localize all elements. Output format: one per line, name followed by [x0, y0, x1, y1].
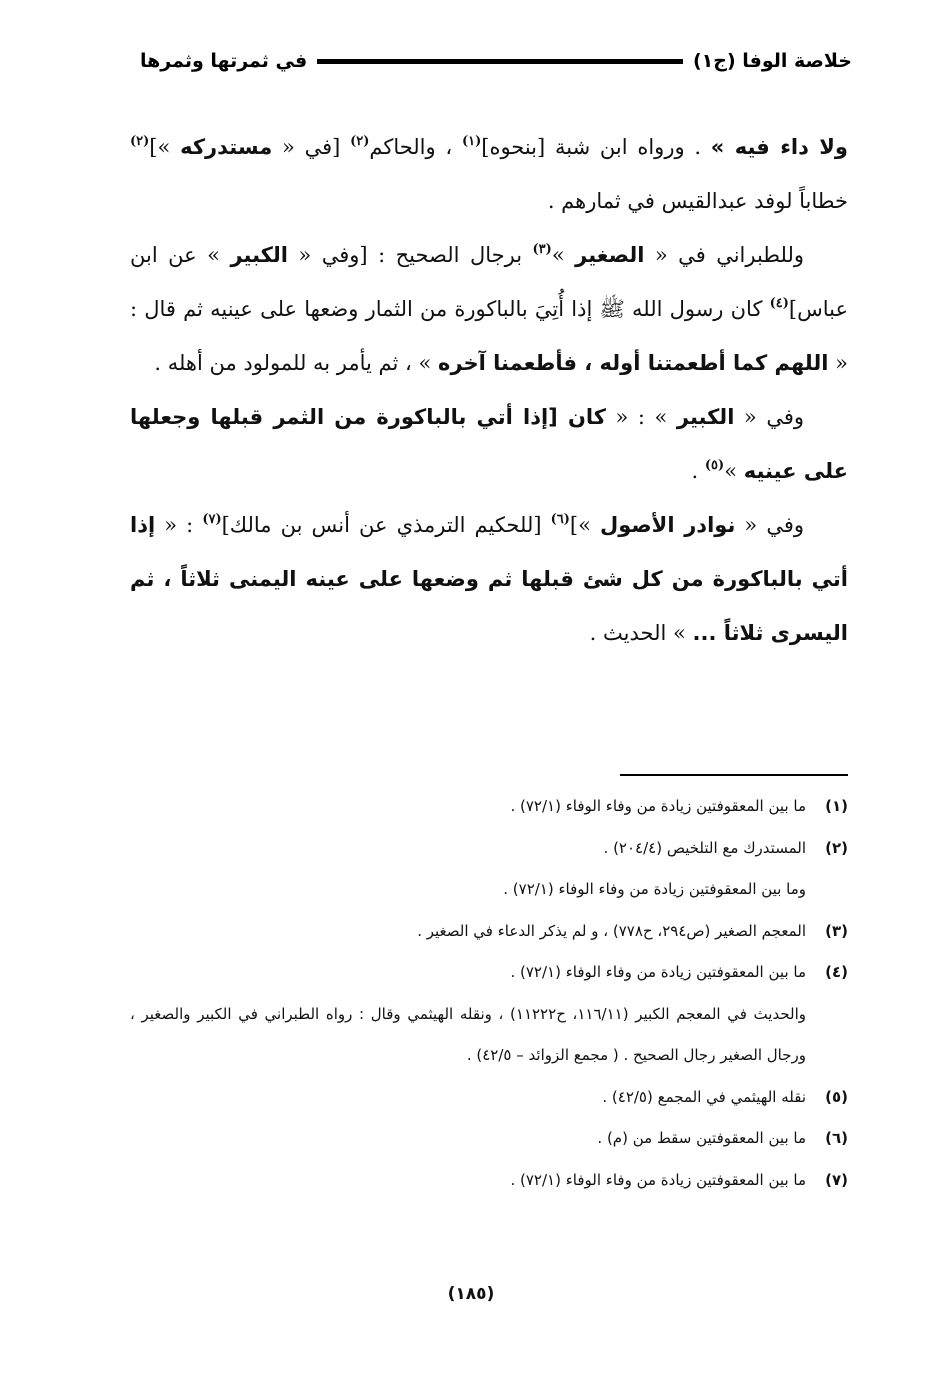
footnote-text: ما بين المعقوفتين زيادة من وفاء الوفاء (٧٢/١) .	[510, 1170, 806, 1189]
footnote-number: (٣)	[825, 921, 848, 940]
footnote-ref[interactable]: (٣)	[532, 242, 552, 257]
text-run: [للحكيم الترمذي عن أنس بن مالك]	[221, 513, 551, 537]
footnote-number: (٧)	[825, 1170, 848, 1189]
footnote-text: المعجم الصغير (ص٢٩٤، ح٧٧٨) ، و لم يذكر الدعاء في الصغير .	[417, 921, 806, 940]
text-run-bold: الكبير	[230, 243, 288, 267]
paragraph-1	[130, 120, 848, 228]
text-run: [في «	[272, 135, 351, 159]
paragraph-2	[130, 228, 848, 390]
text-run: » ، ثم يأمر به للمولود من أهله .	[154, 351, 439, 375]
footnote-number: (٤)	[825, 963, 848, 981]
text-run-bold: مستدركه	[180, 135, 273, 159]
footnotes	[130, 786, 848, 1201]
running-header	[140, 44, 852, 78]
text-run-bold: الكبير	[676, 405, 735, 429]
footnote-number: (٦)	[825, 1129, 848, 1147]
text-run: »]	[569, 513, 600, 537]
footnote-ref[interactable]: (٤)	[769, 296, 789, 311]
text-run: برجال الصحيح : [وفي «	[287, 243, 533, 267]
text-run-bold: نوادر الأصول	[600, 513, 736, 537]
paragraph-3	[130, 390, 848, 498]
text-run: » الحديث .	[589, 621, 693, 645]
footnote-2	[130, 828, 848, 870]
footnote-2-continuation: وما بين المعقوفتين زيادة من وفاء الوفاء (٧٢/١) .	[503, 880, 806, 898]
footnote-7	[130, 1160, 848, 1202]
footnote-4	[130, 952, 848, 994]
page-number: (١٨٥)	[447, 1284, 495, 1304]
text-run: .	[691, 459, 705, 483]
text-run: . ورواه ابن شبة [بنحوه]	[481, 135, 711, 159]
footnote-text: نقله الهيثمي في المجمع (٤٢/٥) .	[602, 1087, 806, 1106]
text-run: »	[551, 243, 576, 267]
text-run: ولا داء فيه »	[710, 135, 848, 159]
footnote-text: ما بين المعقوفتين سقط من (م) .	[597, 1129, 806, 1147]
footnote-6	[130, 1118, 848, 1160]
text-run: »	[724, 459, 744, 483]
text-run: وفي «	[735, 513, 804, 537]
footnote-number: (١)	[825, 797, 848, 815]
text-run: : «	[155, 513, 203, 537]
text-run-bold: كان [إذا أتي بالباكورة من الثمر قبلها وجعلها على عينيه	[130, 405, 848, 483]
footnote-text: ما بين المعقوفتين زيادة من وفاء الوفاء (٧٢/١) .	[510, 797, 806, 815]
footnote-4-continuation: والحديث في المعجم الكبير (١١٦/١١، ح١١٢٢٢) ، ونقله الهيثمي وقال : رواه الطبراني في الكبير والصغير ، ورجال الصغير رجال الصحيح . ( مجمع الزوائد – ٤٢/٥) .	[130, 1004, 806, 1064]
text-run: وفي «	[734, 405, 804, 429]
header-rule	[317, 59, 683, 64]
footnote-5	[130, 1077, 848, 1119]
footnote-ref[interactable]: (٢)	[350, 134, 370, 149]
footnote-1	[130, 786, 848, 828]
text-run: » : «	[605, 405, 677, 429]
text-run-bold: إذا أتي بالباكورة من كل شئ قبلها ثم وضعها على عينه اليمنى ثلاثاً ، ثم اليسرى ثلاثاً ...	[130, 513, 848, 645]
text-run: خطاباً لوفد عبدالقيس في ثمارهم .	[547, 189, 848, 213]
paragraph-4	[130, 498, 848, 660]
footnote-ref[interactable]: (١)	[461, 134, 482, 149]
footnote-number: (٢)	[825, 838, 848, 857]
header-title: خلاصة الوفا (ج١)	[692, 50, 852, 72]
footnote-text: المستدرك مع التلخيص (٢٠٤/٤) .	[603, 838, 806, 857]
footnote-ref[interactable]: (٦)	[550, 512, 570, 527]
footnote-ref[interactable]: (٢)	[130, 134, 150, 149]
main-text	[130, 120, 848, 660]
text-run: »]	[149, 135, 181, 159]
text-run-bold: اللهم كما أطعمتنا أوله ، فأطعمنا آخره	[438, 351, 829, 375]
text-run: ، والحاكم	[369, 135, 462, 159]
header-subtitle: في ثمرتها وثمرها	[140, 50, 308, 72]
footnote-number: (٥)	[825, 1087, 848, 1106]
footnote-ref[interactable]: (٥)	[704, 458, 725, 473]
text-run-bold: الصغير	[575, 243, 645, 267]
text-run: كان رسول الله ﷺ إذا أُتِيَ بالباكورة من الثمار وضعها على عينيه ثم قال : «	[130, 297, 848, 375]
footnote-ref[interactable]: (٧)	[202, 512, 222, 527]
text-run: » عن ابن عباس]	[130, 243, 848, 321]
text-run: وللطبراني في «	[644, 243, 805, 267]
footnote-text: ما بين المعقوفتين زيادة من وفاء الوفاء (٧٢/١) .	[510, 963, 806, 981]
footnote-3	[130, 911, 848, 953]
footnote-separator	[620, 774, 848, 776]
